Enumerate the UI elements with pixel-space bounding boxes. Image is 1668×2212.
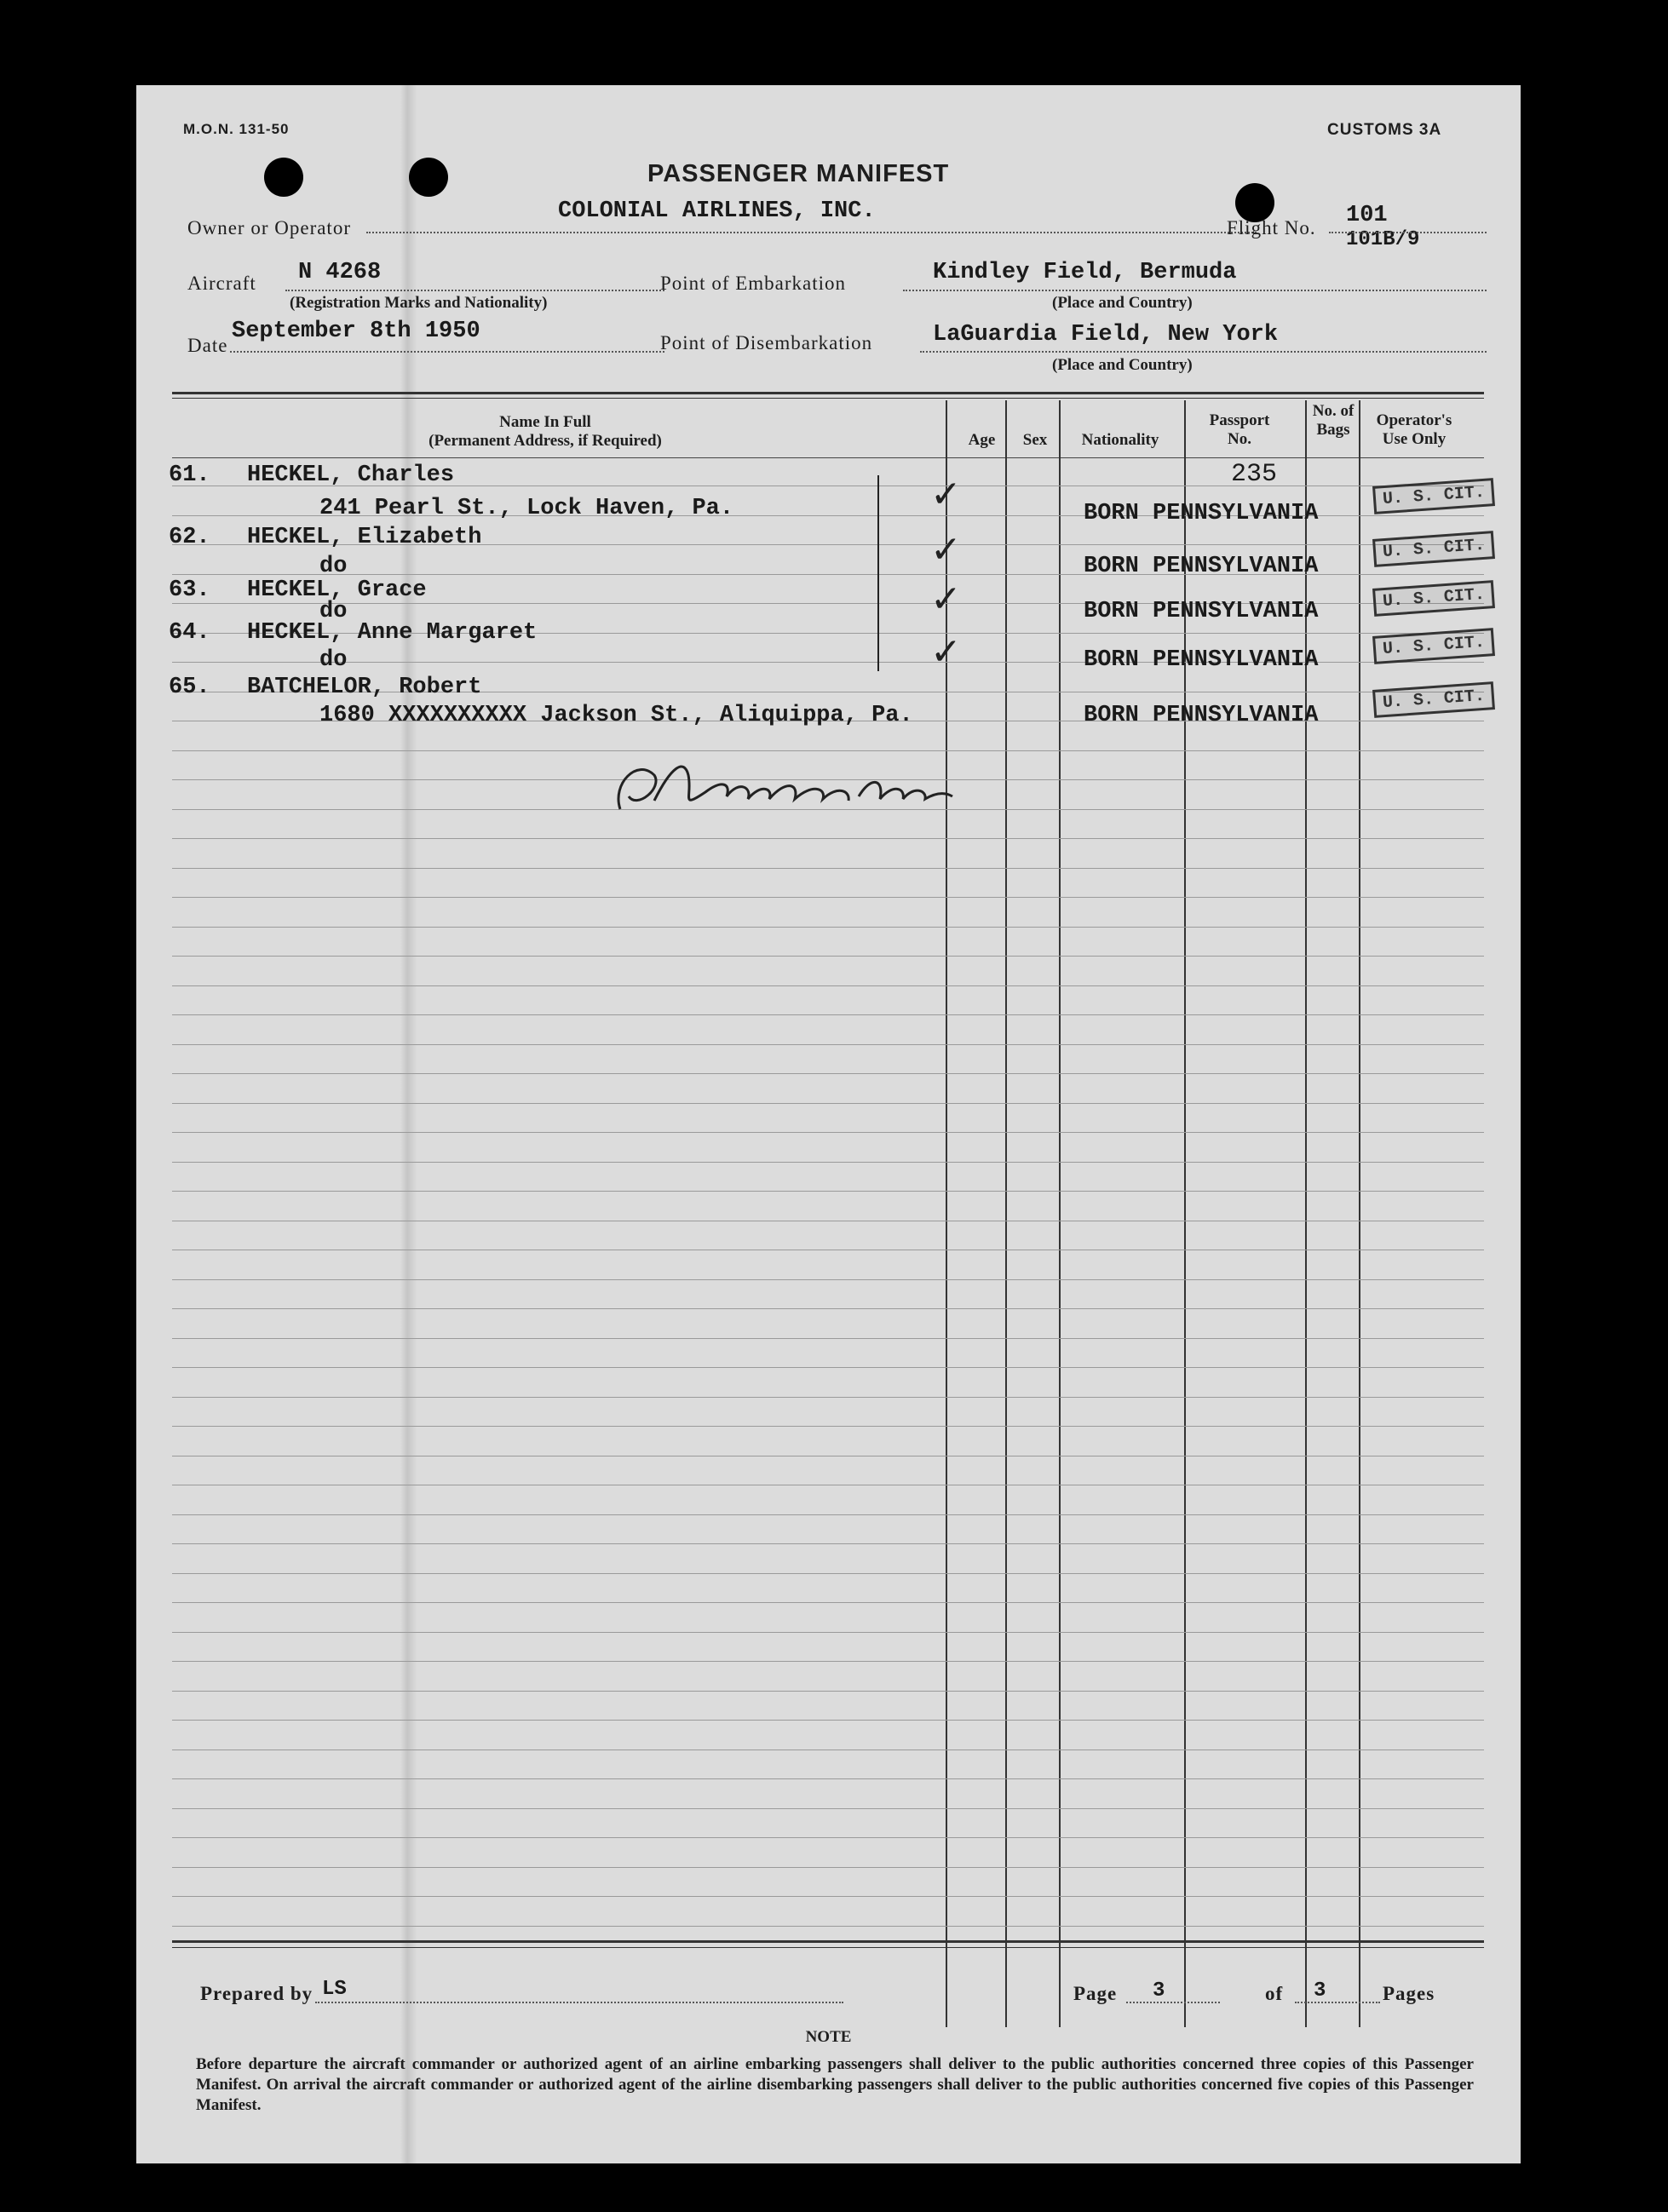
header-bottom-rule [172,457,1484,458]
citizenship-stamp: U. S. CIT. [1372,580,1495,617]
row-number: 65. [169,675,210,700]
col-header-name: Name In Full (Permanent Address, if Required) [429,413,662,450]
prepared-label: Prepared by [200,1983,313,2004]
ruled-line [172,1514,1484,1515]
ruled-line [172,838,1484,839]
form-code: M.O.N. 131-50 [183,121,290,137]
ruled-line [172,1602,1484,1603]
citizenship-stamp: U. S. CIT. [1372,478,1495,514]
ruled-line [172,927,1484,928]
col-divider [1359,400,1360,2027]
citizenship-stamp: U. S. CIT. [1372,628,1495,664]
check-mark-icon: ✓ [930,528,962,572]
page-value: 3 [1153,1979,1165,2002]
col-header-sex: Sex [1022,431,1048,449]
row-number: 61. [169,463,210,488]
ruled-line [172,1543,1484,1544]
ruled-line [172,1367,1484,1368]
passenger-nationality: BORN PENNSYLVANIA [1084,501,1319,526]
passenger-name: HECKEL, Charles [247,463,455,488]
passenger-nationality: BORN PENNSYLVANIA [1084,703,1319,728]
pages-underline [1295,2002,1380,2003]
col-divider [1005,400,1007,2027]
aircraft-sublabel: (Registration Marks and Nationality) [290,294,548,312]
prepared-underline [315,2002,843,2003]
flight-value-2: 101B/9 [1346,228,1420,251]
ruled-line [172,1132,1484,1133]
ruled-line [172,1926,1484,1927]
ruled-line [172,1162,1484,1163]
ruled-line [172,1338,1484,1339]
embark-label: Point of Embarkation [660,273,847,294]
owner-label: Owner or Operator [187,217,351,238]
passport-note: 235 [1231,460,1278,489]
ruled-line [172,1778,1484,1779]
date-label: Date [187,335,228,356]
bracket-line [877,475,879,671]
col-header-passport: Passport No. [1209,411,1270,448]
signature-mark [603,750,961,826]
passenger-address: do [319,599,348,624]
ruled-line [172,1896,1484,1897]
check-mark-icon: ✓ [930,630,962,674]
passenger-name: BATCHELOR, Robert [247,675,482,700]
customs-code: CUSTOMS 3A [1327,121,1442,139]
flight-value: 101 [1346,203,1388,228]
passenger-name: HECKEL, Anne Margaret [247,620,538,646]
check-mark-icon: ✓ [930,577,962,621]
ruled-line [172,897,1484,898]
note-title: NOTE [805,2028,852,2046]
ruled-line [172,1426,1484,1427]
row-number: 62. [169,525,210,550]
table-bottom-rule [172,1947,1484,1948]
aircraft-value: N 4268 [298,260,382,285]
ruled-line [172,1573,1484,1574]
row-number: 63. [169,577,210,603]
note-text: Before departure the aircraft commander or authorized agent of an airline embarking passengers shall deliver to the public authorities concerned three copies of this Passenger Manifest. On arrival the aircraft commander or authorized agent of the airline disembarking passengers shall deliver to the public authorities concerned five copies of this Passenger Manifest. [196,2055,1474,2114]
disembark-sublabel: (Place and Country) [1052,356,1193,374]
aircraft-label: Aircraft [187,273,256,294]
passenger-nationality: BORN PENNSYLVANIA [1084,599,1319,624]
table-bottom-rule [172,1940,1484,1943]
ruled-line [172,1279,1484,1280]
ruled-line [172,1308,1484,1309]
disembark-label: Point of Disembarkation [660,332,873,353]
col-header-operator: Operator's Use Only [1376,411,1452,448]
ruled-line [172,956,1484,957]
punch-hole [409,158,448,197]
passenger-address: 241 Pearl St., Lock Haven, Pa. [319,496,734,521]
ruled-line [172,1103,1484,1104]
passenger-address: do [319,647,348,673]
prepared-value: LS [322,1978,347,2001]
aircraft-underline [285,290,664,291]
passenger-name: HECKEL, Grace [247,577,427,603]
page-label: Page [1073,1983,1118,2004]
check-mark-icon: ✓ [930,473,962,516]
col-divider [1305,400,1307,2027]
ruled-line [172,1691,1484,1692]
table-top-rule [172,398,1484,399]
page-title: PASSENGER MANIFEST [647,160,950,187]
table-top-rule [172,392,1484,394]
passenger-name: HECKEL, Elizabeth [247,525,482,550]
embark-sublabel: (Place and Country) [1052,294,1193,312]
disembark-underline [920,351,1487,353]
passenger-nationality: BORN PENNSYLVANIA [1084,554,1319,579]
embark-underline [903,290,1487,291]
ruled-line [172,1749,1484,1750]
ruled-line [172,1191,1484,1192]
disembark-value: LaGuardia Field, New York [933,322,1279,348]
col-header-age: Age [968,431,996,449]
ruled-line [172,1014,1484,1015]
embark-value: Kindley Field, Bermuda [933,260,1237,285]
manifest-sheet [136,85,1521,2163]
ruled-line [172,1720,1484,1721]
pages-label: Pages [1383,1983,1435,2004]
date-value: September 8th 1950 [232,319,480,344]
passenger-nationality: BORN PENNSYLVANIA [1084,647,1319,673]
ruled-line [172,1837,1484,1838]
flight-label: Flight No. [1227,217,1316,238]
owner-value: COLONIAL AIRLINES, INC. [558,198,876,224]
citizenship-stamp: U. S. CIT. [1372,681,1495,718]
pages-value: 3 [1314,1979,1326,2002]
citizenship-stamp: U. S. CIT. [1372,531,1495,567]
col-header-bags: No. of Bags [1312,402,1355,439]
ruled-line [172,1867,1484,1868]
ruled-line [172,985,1484,986]
page-underline [1126,2002,1220,2003]
col-divider [1059,400,1061,2027]
flight-underline [1329,232,1487,233]
owner-underline [366,232,1257,233]
ruled-line [172,1632,1484,1633]
row-number: 64. [169,620,210,646]
ruled-line [172,1397,1484,1398]
ruled-line [172,868,1484,869]
col-divider [1184,400,1186,2027]
passenger-address: 1680 XXXXXXXXXX Jackson St., Aliquippa, Pa. [319,703,913,728]
passenger-address: do [319,554,348,579]
ruled-line [172,1808,1484,1809]
ruled-line [172,1044,1484,1045]
punch-hole [264,158,303,197]
of-label: of [1265,1983,1284,2004]
col-header-nationality: Nationality [1081,431,1159,449]
ruled-line [172,1073,1484,1074]
ruled-line [172,1661,1484,1662]
date-underline [230,351,664,353]
